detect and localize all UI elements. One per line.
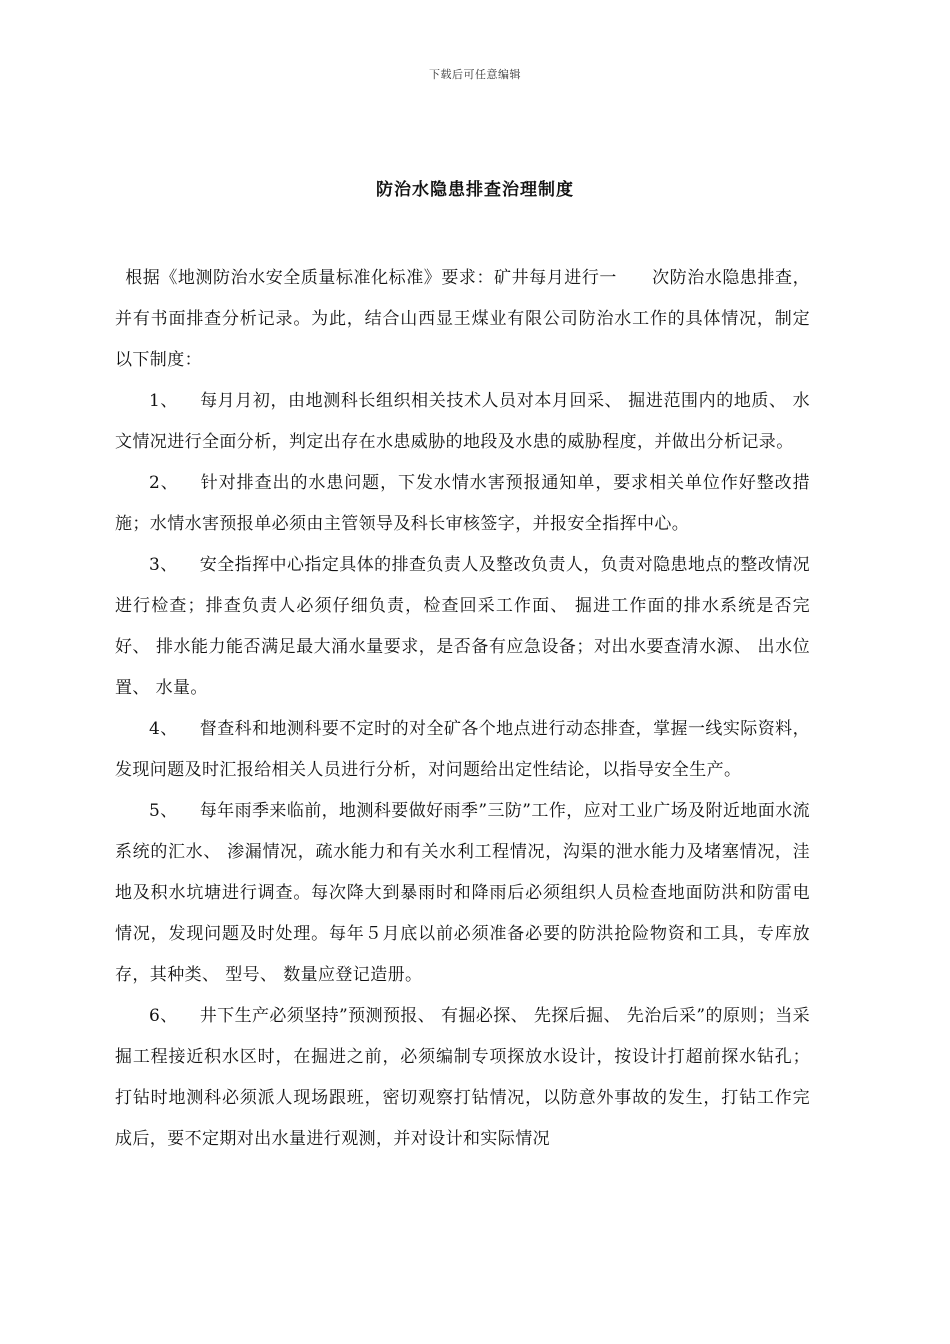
- item-text: 井下生产必须坚持”预测预报、 有掘必探、 先探后掘、 先治后采”的原则；当采掘工程接近积水区时，在掘进之前，必须编制专项探放水设计，按设计打超前探水钻孔；打钻时地测科必须派人现场跟班，密切观察打钻情况，以防意外事故的发生，打钻工作完成后，要不定期对出水量进行观测，并对设计和实际情况: [115, 1006, 811, 1149]
- list-item: [115, 545, 810, 709]
- document-body: [115, 258, 810, 1160]
- item-text: 每年雨季来临前，地测科要做好雨季”三防”工作，应对工业广场及附近地面水流系统的汇水、 渗漏情况，疏水能力和有关水利工程情况，沟渠的泄水能力及堵塞情况，洼地及积水坑塘进行调查。每次降大到暴雨时和降雨后必须组织人员检查地面防洪和防雷电情况，发现问题及时处理。每年５月底以前必须准备必要的防洪抢险物资和工具，专库放存，其种类、 型号、 数量应登记造册。: [115, 801, 811, 985]
- document-title: 防治水隐患排查治理制度: [376, 180, 574, 200]
- item-text: 督查科和地测科要不定时的对全矿各个地点进行动态排查，掌握一线实际资料，发现问题及时汇报给相关人员进行分析，对问题给出定性结论，以指导安全生产。: [115, 719, 810, 780]
- item-number: 5、: [149, 801, 178, 821]
- item-number: 3、: [149, 555, 178, 575]
- item-text: 针对排查出的水患问题，下发水情水害预报通知单，要求相关单位作好整改措施；水情水害预报单必须由主管领导及科长审核签字，并报安全指挥中心。: [115, 473, 810, 534]
- list-item: [115, 709, 810, 791]
- item-text: 安全指挥中心指定具体的排查负责人及整改负责人，负责对隐患地点的整改情况进行检查；排查负责人必须仔细负责，检查回采工作面、 掘进工作面的排水系统是否完好、 排水能力能否满足最大涌水量要求，是否备有应急设备；对出水要查清水源、 出水位置、 水量。: [115, 555, 810, 698]
- item-number: 6、: [149, 1006, 178, 1026]
- list-item: [115, 381, 810, 463]
- list-item: [115, 791, 810, 996]
- item-text: 每月月初，由地测科长组织相关技术人员对本月回采、 掘进范围内的地质、 水文情况进行全面分析，判定出存在水患威胁的地段及水患的威胁程度，并做出分析记录。: [115, 391, 810, 452]
- item-number: 4、: [149, 719, 178, 739]
- header-note: 下载后可任意编辑: [429, 68, 521, 81]
- intro-paragraph: 根据《地测防治水安全质量标准化标准》要求：矿井每月进行一 次防治水隐患排查，并有书面排查分析记录。为此，结合山西显王煤业有限公司防治水工作的具体情况，制定以下制度：: [115, 268, 810, 370]
- list-item: [115, 463, 810, 545]
- list-item: [115, 996, 810, 1160]
- item-number: 2、: [149, 473, 179, 493]
- item-number: 1、: [149, 391, 178, 411]
